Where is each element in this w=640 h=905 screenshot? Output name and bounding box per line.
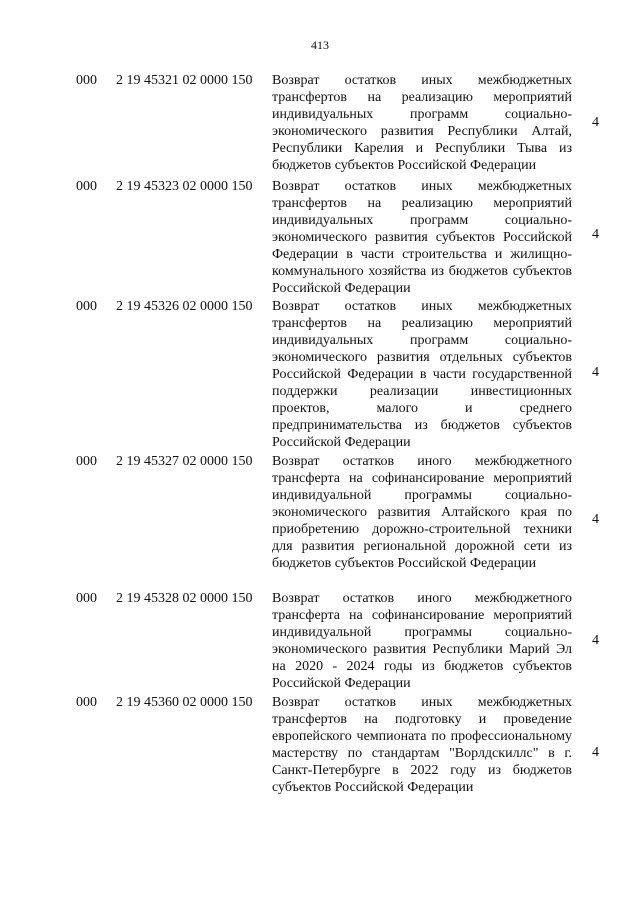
revenue-name: Возврат остатков иных межбюджетных трансфертов на реализацию мероприятий индивидуальных программ социально-экономического развития отдельных субъектов Российской Федерации в части государственной поддержки реализации инвестиционных проектов, малого и среднего предпринимательства из бюджетов субъектов Российской Федерации — [272, 299, 572, 450]
budget-code: 2 19 45360 02 0000 150 — [116, 695, 253, 710]
norm-value: 4 — [592, 365, 599, 380]
revenue-name: Возврат остатков иного межбюджетного трансферта на софинансирование мероприятий индивидуальной программы социально-экономического развития Алтайского края по приобретению дорожно-строительной техники для развития региональной дорожной сети из бюджетов субъектов Российской Федерации — [272, 454, 572, 571]
admin-code: 000 — [76, 299, 97, 314]
norm-value: 4 — [592, 227, 599, 242]
norm-value: 4 — [592, 745, 599, 760]
admin-code: 000 — [76, 73, 97, 88]
revenue-name: Возврат остатков иного межбюджетного трансферта на софинансирование мероприятий индивидуальной программы социально-экономического развития Республики Марий Эл на 2020 - 2024 годы из бюджетов субъектов Российской Федерации — [272, 591, 572, 691]
admin-code: 000 — [76, 454, 97, 469]
norm-value: 4 — [592, 633, 599, 648]
budget-code: 2 19 45321 02 0000 150 — [116, 73, 253, 88]
norm-value: 4 — [592, 512, 599, 527]
budget-code: 2 19 45323 02 0000 150 — [116, 179, 253, 194]
page-number: 413 — [311, 38, 329, 52]
budget-code: 2 19 45327 02 0000 150 — [116, 454, 253, 469]
revenue-name: Возврат остатков иных межбюджетных трансфертов на реализацию мероприятий индивидуальных программ социально-экономического развития субъектов Российской Федерации в части строительства и жилищно-коммунального хозяйства из бюджетов субъектов Российской Федерации — [272, 179, 572, 296]
admin-code: 000 — [76, 179, 97, 194]
admin-code: 000 — [76, 695, 97, 710]
budget-code: 2 19 45328 02 0000 150 — [116, 591, 253, 606]
revenue-name: Возврат остатков иных межбюджетных трансфертов на реализацию мероприятий индивидуальных программ социально-экономического развития Республики Алтай, Республики Карелия и Республики Тыва из бюджетов субъектов Российской Федерации — [272, 73, 572, 173]
budget-code: 2 19 45326 02 0000 150 — [116, 299, 253, 314]
norm-value: 4 — [592, 115, 599, 130]
admin-code: 000 — [76, 591, 97, 606]
revenue-name: Возврат остатков иных межбюджетных трансфертов на подготовку и проведение европейского чемпионата по профессиональному мастерству по стандартам "Ворлдскиллс" в г. Санкт-Петербурге в 2022 году из бюджетов субъектов Российской Федерации — [272, 695, 572, 795]
